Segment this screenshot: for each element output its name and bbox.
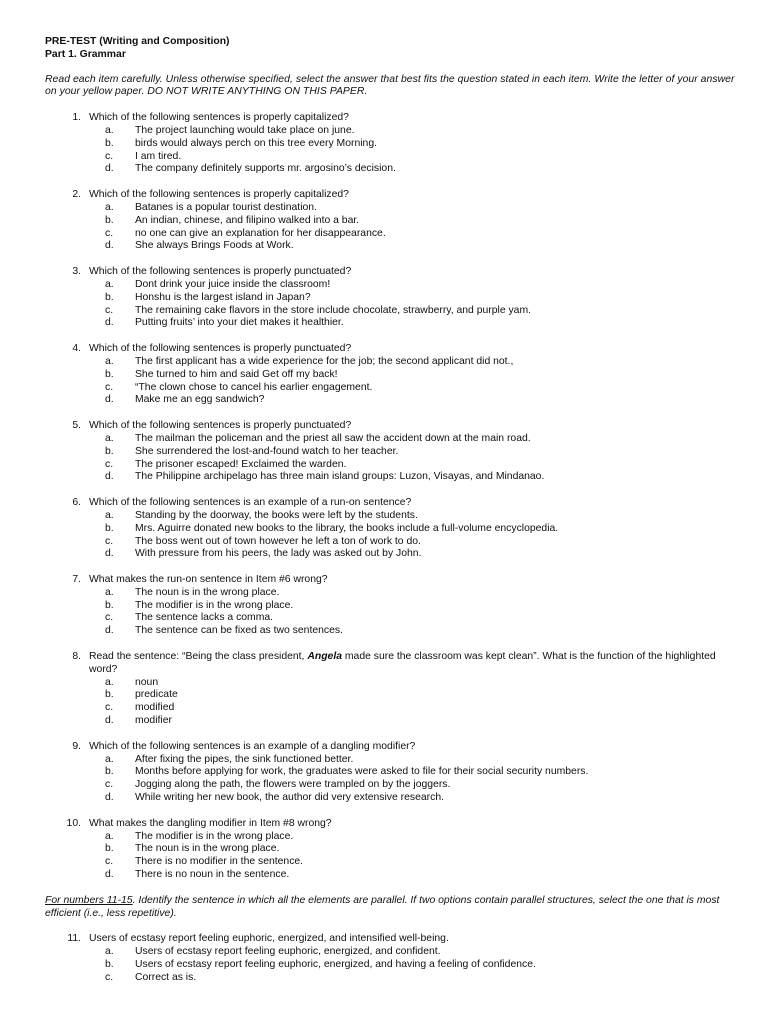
option-text: She always Brings Foods at Work.	[135, 240, 294, 252]
question-item	[45, 420, 735, 484]
document-title: PRE-TEST (Writing and Composition)	[45, 36, 230, 47]
answer-option	[45, 587, 735, 600]
option-letter: d.	[105, 471, 114, 483]
option-letter: a.	[105, 946, 114, 958]
option-text: The boss went out of town however he left a ton of work to do.	[135, 535, 421, 547]
option-letter: c.	[105, 612, 114, 624]
option-text: The remaining cake flavors in the store include chocolate, strawberry, and purple yam.	[135, 304, 532, 316]
answer-option	[45, 279, 735, 292]
option-text: The sentence lacks a comma.	[135, 612, 274, 624]
question-text: Which of the following sentences is properly punctuated?	[89, 343, 352, 355]
option-letter: b.	[105, 843, 114, 855]
option-letter: a.	[105, 586, 114, 598]
answer-option	[45, 317, 735, 330]
option-letter: b.	[105, 959, 114, 971]
answer-option	[45, 163, 735, 176]
option-letter: c.	[105, 227, 114, 239]
option-text: The modifier is in the wrong place.	[135, 599, 294, 611]
option-text: noun	[135, 676, 159, 688]
section-note-lead: For numbers 11-15	[45, 894, 133, 906]
option-letter: d.	[105, 792, 114, 804]
answer-option	[45, 600, 735, 613]
question-number: 5.	[72, 420, 81, 432]
option-letter: d.	[105, 240, 114, 252]
question-text: What makes the run-on sentence in Item #6 wrong?	[89, 574, 328, 586]
question-number: 4.	[72, 343, 81, 355]
option-text: The first applicant has a wide experience for the job; the second applicant did not.,	[135, 355, 514, 367]
question-item	[45, 497, 735, 561]
answer-option	[45, 754, 735, 767]
option-text: The mailman the policeman and the priest all saw the accident down at the main road.	[135, 432, 531, 444]
question-number: 9.	[72, 740, 81, 752]
option-letter: c.	[105, 971, 114, 983]
option-letter: c.	[105, 779, 114, 791]
option-text: An indian, chinese, and filipino walked into a bar.	[135, 214, 360, 226]
option-letter: b.	[105, 291, 114, 303]
answer-option	[45, 471, 735, 484]
answer-option	[45, 831, 735, 844]
answer-option	[45, 459, 735, 472]
option-text: Mrs. Aguirre donated new books to the library, the books include a full-volume encyclopedia.	[135, 522, 559, 534]
question-number: 11.	[67, 933, 81, 945]
section-note-text: . Identify the sentence in which all the elements are parallel. If two options contain parallel structures, select the one that is most efficient (i.e., less repetitive).	[45, 894, 720, 919]
option-letter: c.	[105, 856, 114, 868]
option-letter: a.	[105, 753, 114, 765]
option-letter: a.	[105, 509, 114, 521]
option-letter: c.	[105, 304, 114, 316]
answer-option	[45, 689, 735, 702]
option-letter: d.	[105, 548, 114, 560]
answer-option	[45, 382, 735, 395]
option-text: Standing by the doorway, the books were left by the students.	[135, 509, 418, 521]
option-text: While writing her new book, the author did very extensive research.	[135, 792, 444, 804]
question-text: Which of the following sentences is an example of a dangling modifier?	[89, 740, 416, 752]
option-text: Putting fruits’ into your diet makes it healthier.	[135, 317, 344, 329]
option-text: I am tired.	[135, 150, 182, 162]
option-text: birds would always perch on this tree every Morning.	[135, 137, 377, 149]
answer-option	[45, 677, 735, 690]
question-text: Which of the following sentences is properly capitalized?	[89, 189, 349, 201]
answer-option	[45, 779, 735, 792]
answer-option	[45, 394, 735, 407]
question-text: Users of ecstasy report feeling euphoric, energized, and intensified well-being.	[89, 933, 449, 945]
question-item	[45, 266, 735, 330]
option-text: The noun is in the wrong place.	[135, 586, 280, 598]
option-text: Months before applying for work, the graduates were asked to file for their social security numbers.	[135, 766, 589, 778]
question-number: 1.	[72, 112, 81, 124]
option-text: Batanes is a popular tourist destination.	[135, 201, 317, 213]
answer-option	[45, 305, 735, 318]
answer-option	[45, 228, 735, 241]
answer-option	[45, 548, 735, 561]
option-text: The Philippine archipelago has three main island groups: Luzon, Visayas, and Mindanao.	[135, 471, 545, 483]
question-item	[45, 933, 735, 984]
answer-option	[45, 446, 735, 459]
question-number: 8.	[72, 651, 81, 663]
answer-option	[45, 369, 735, 382]
answer-option	[45, 843, 735, 856]
answer-option	[45, 240, 735, 253]
option-letter: a.	[105, 432, 114, 444]
option-text: The modifier is in the wrong place.	[135, 830, 294, 842]
option-letter: a.	[105, 124, 114, 136]
answer-option	[45, 151, 735, 164]
question-number: 7.	[72, 574, 81, 586]
question-number: 6.	[72, 497, 81, 509]
option-text: The noun is in the wrong place.	[135, 843, 280, 855]
option-letter: b.	[105, 445, 114, 457]
question-list	[45, 112, 735, 984]
answer-option	[45, 946, 735, 959]
question-text: Which of the following sentences is properly punctuated?	[89, 420, 352, 432]
option-text: The prisoner escaped! Exclaimed the warden.	[135, 458, 347, 470]
option-text: She turned to him and said Get off my back!	[135, 368, 338, 380]
question-text: Which of the following sentences is properly capitalized?	[89, 112, 349, 124]
document-page	[45, 36, 735, 998]
answer-option	[45, 715, 735, 728]
option-text: The sentence can be fixed as two sentences.	[135, 625, 343, 637]
answer-option	[45, 792, 735, 805]
option-text: After fixing the pipes, the sink functioned better.	[135, 753, 354, 765]
option-letter: b.	[105, 368, 114, 380]
question-text: Which of the following sentences is an example of a run-on sentence?	[89, 497, 412, 509]
answer-option	[45, 702, 735, 715]
question-text: Which of the following sentences is properly punctuated?	[89, 266, 352, 278]
option-letter: c.	[105, 150, 114, 162]
answer-option	[45, 510, 735, 523]
answer-option	[45, 869, 735, 882]
answer-option	[45, 202, 735, 215]
highlighted-word: Angela	[307, 651, 342, 663]
option-text: The company definitely supports mr. argosino’s decision.	[135, 163, 396, 175]
instructions: Read each item carefully. Unless otherwise specified, select the answer that best fits the question stated in each item. Write the letter of your answer on your yellow paper. DO NOT WRITE ANYTHING ON THIS PAPER.	[45, 73, 735, 98]
part-heading: Part 1. Grammar	[45, 48, 126, 60]
option-text: She surrendered the lost-and-found watch to her teacher.	[135, 445, 399, 457]
option-text: There is no modifier in the sentence.	[135, 856, 304, 868]
option-letter: b.	[105, 766, 114, 778]
answer-option	[45, 356, 735, 369]
question-text-after: made sure the classroom was kept clean”. What is the function of the highlighted word?	[89, 651, 716, 675]
answer-option	[45, 215, 735, 228]
question-item	[45, 651, 735, 728]
option-letter: a.	[105, 201, 114, 213]
question-text-before: Read the sentence: “Being the class president,	[89, 651, 308, 663]
answer-option	[45, 766, 735, 779]
answer-option	[45, 433, 735, 446]
option-letter: d.	[105, 317, 114, 329]
answer-option	[45, 856, 735, 869]
option-text: Jogging along the path, the flowers were trampled on by the joggers.	[135, 779, 451, 791]
option-text: Correct as is.	[135, 971, 197, 983]
option-text: There is no noun in the sentence.	[135, 869, 290, 881]
question-item	[45, 818, 735, 882]
answer-option	[45, 959, 735, 972]
option-text: With pressure from his peers, the lady was asked out by John.	[135, 548, 422, 560]
question-item	[45, 112, 735, 176]
option-letter: b.	[105, 522, 114, 534]
option-letter: c.	[105, 535, 114, 547]
option-text: predicate	[135, 689, 178, 701]
option-letter: d.	[105, 869, 114, 881]
option-letter: c.	[105, 381, 114, 393]
option-text: Make me an egg sandwich?	[135, 394, 265, 406]
section-instructions	[45, 895, 735, 921]
option-letter: c.	[105, 458, 114, 470]
question-item	[45, 343, 735, 407]
option-letter: b.	[105, 689, 114, 701]
answer-option	[45, 292, 735, 305]
answer-option	[45, 125, 735, 138]
option-text: modifier	[135, 715, 172, 727]
question-number: 10.	[66, 817, 81, 829]
option-letter: a.	[105, 830, 114, 842]
option-letter: a.	[105, 355, 114, 367]
option-letter: a.	[105, 676, 114, 688]
option-letter: d.	[105, 163, 114, 175]
option-letter: a.	[105, 278, 114, 290]
option-letter: b.	[105, 214, 114, 226]
option-text: no one can give an explanation for her disappearance.	[135, 227, 386, 239]
question-number: 2.	[72, 189, 81, 201]
option-text: “The clown chose to cancel his earlier engagement.	[135, 381, 373, 393]
option-text: Users of ecstasy report feeling euphoric, energized, and confident.	[135, 946, 441, 958]
option-text: modified	[135, 702, 175, 714]
answer-option	[45, 138, 735, 151]
answer-option	[45, 625, 735, 638]
answer-option	[45, 612, 735, 625]
question-text: What makes the dangling modifier in Item #8 wrong?	[89, 817, 332, 829]
question-item	[45, 741, 735, 805]
option-letter: b.	[105, 137, 114, 149]
option-letter: c.	[105, 702, 114, 714]
option-text: Dont drink your juice inside the classroom!	[135, 278, 331, 290]
question-text	[89, 651, 735, 677]
question-item	[45, 574, 735, 638]
question-number: 3.	[72, 266, 81, 278]
option-text: Users of ecstasy report feeling euphoric, energized, and having a feeling of confidence.	[135, 959, 536, 971]
answer-option	[45, 536, 735, 549]
option-letter: d.	[105, 625, 114, 637]
answer-option	[45, 972, 735, 985]
option-letter: b.	[105, 599, 114, 611]
option-letter: d.	[105, 394, 114, 406]
option-text: The project launching would take place on june.	[135, 124, 355, 136]
question-item	[45, 189, 735, 253]
answer-option	[45, 523, 735, 536]
option-letter: d.	[105, 715, 114, 727]
option-text: Honshu is the largest island in Japan?	[135, 291, 311, 303]
